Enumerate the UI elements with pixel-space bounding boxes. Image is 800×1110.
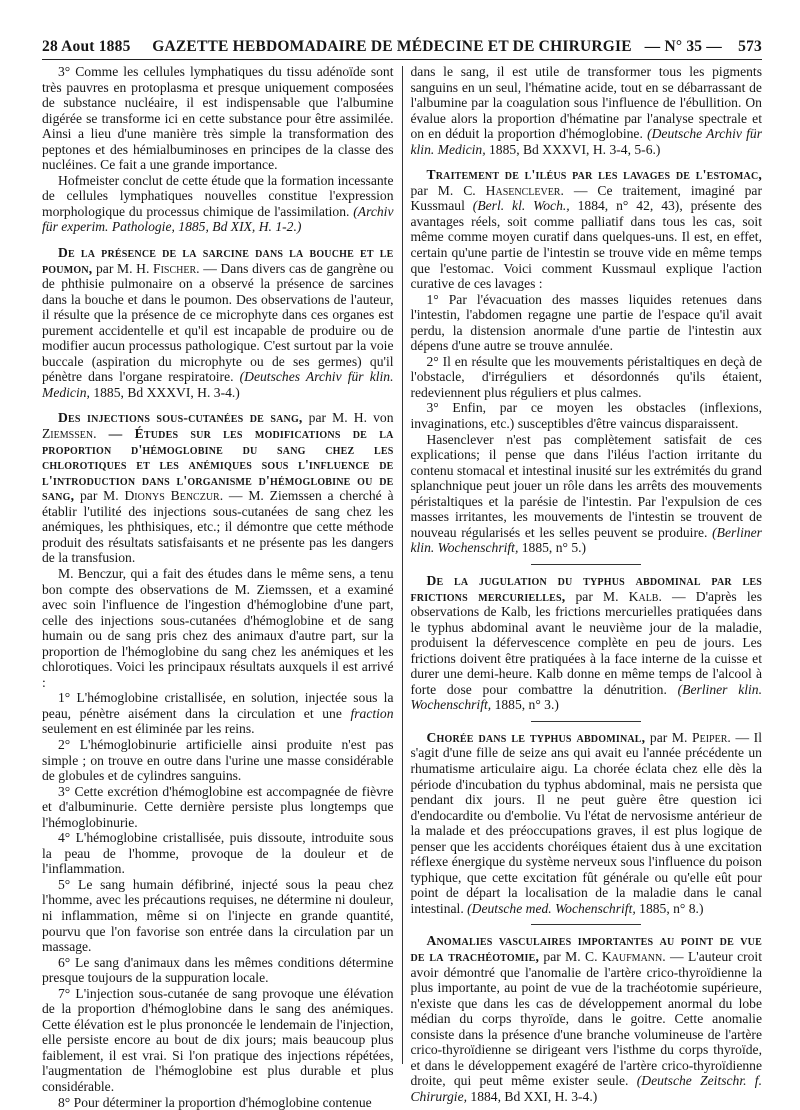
paragraph: dans le sang, il est utile de transformer tous les pigments sanguins en un seul, l'hématine acide, tout en se débarrassant de l'albumine par la coagulation sous l'influence de l'ébullition. On évalue alors la proportion d'hématine par l'analyse spectrale et on en déduit la proportion d'hémoglobine. (Deutsche Archiv für klin. Medicin, 1885, Bd XXXVI, H. 3-4, 5-6.): [410, 64, 762, 157]
citation: (Berl. kl. Woch.,: [472, 198, 570, 214]
citation: (Deutsche Archiv für klin. Medicin,: [410, 126, 762, 157]
citation: (Archiv für experim. Pathologie, 1885, Bd XIX, H. 1-2.): [42, 203, 394, 235]
article-title: Anomalies vasculaires importantes au point de vue de la trachéotomie,: [410, 933, 762, 964]
running-head: [42, 38, 762, 60]
list-item: 1° Par l'évacuation des masses liquides retenues dans l'intestin, l'abdomen regagne une partie de l'espace qu'il avait perdu, la distension anormale d'une partie de l'intestin aux dépens d'une autre se trouve annulée.: [410, 291, 762, 354]
two-column-body: [42, 64, 762, 1110]
section-divider: [531, 924, 641, 925]
citation: (Berliner klin. Wochenschrift,: [410, 681, 762, 713]
author: Ziemssen.: [42, 426, 97, 442]
page-number: 573: [738, 38, 762, 55]
citation: (Berliner klin. Wochenschrift,: [410, 524, 762, 556]
issue-number: — N° 35 —: [644, 38, 722, 55]
article-ileus: Traitement de l'iléus par les lavages de l'estomac, par M. C. Hasenclever. — Ce traitement, imaginé par Kussmaul (Berl. kl. Woch., 1884, n° 42, 43), présente des avantages réels, soit comme palliatif dans tous les cas, soit même comme moyen curatif dans quelques-uns. Il est, en effet, certain qu'une partie de l'intestin se trouve vide en même temps que l'estomac. Voici comment Kussmaul explique l'action curative de ces lavages :: [410, 167, 762, 292]
list-item: 6° Le sang d'animaux dans les mêmes conditions détermine presque toujours de la suppuration locale.: [42, 954, 394, 986]
article-title: De la présence de la sarcine dans la bouche et le poumon,: [42, 245, 394, 276]
list-item: 4° L'hémoglobine cristallisée, puis dissoute, introduite sous la peau de l'homme, provoque de la douleur et de l'inflammation.: [42, 830, 394, 877]
article-anomalies: Anomalies vasculaires importantes au point de vue de la trachéotomie, par M. C. Kaufmann. — L'auteur croit avoir démontré que l'anomalie de l'artère crico-thyroïdienne la plus importante, au point de vue de la trachéotomie supérieure, n'existe que dans les cas de développement anormal du lobe médian du corps thyroïde, dans le goitre. Cette anomalie consiste dans la présence d'une branche volumineuse de l'artère crico-thyroïdienne se dirigeant vers l'isthme du corps thyroïde, et dans le développement exagéré de l'artère crico-thyroïdienne droite, qui peut même exister seule. (Deutsche Zeitschr. f. Chirurgie, 1884, Bd XXI, H. 3-4.): [410, 933, 762, 1104]
citation: (Deutsches Archiv für klin. Medicin,: [42, 369, 394, 400]
left-column: [42, 64, 402, 1110]
list-item: 2° L'hémoglobinurie artificielle ainsi produite n'est pas simple ; on trouve en outre dans l'urine une masse considérable de globules et de cylindres sanguins.: [42, 736, 394, 784]
list-item: 2° Il en résulte que les mouvements péristaltiques en deçà de l'obstacle, d'irréguliers et désordonnés qu'ils étaient, redeviennent plus réguliers et plus calmes.: [410, 353, 762, 400]
article-sarcine: De la présence de la sarcine dans la bouche et le poumon, par M. H. Fischer. — Dans divers cas de gangrène ou de phthisie pulmonaire on a observé la présence de sarcines dans la bouche et dans le poumon. Des observations de l'auteur, il résulte que la présence de ce microphyte dans ces organes est purement accidentelle et qu'il est incapable de produire ou de modifier aucun processus pathologique. C'est surtout par la voie buccale (aspiration du microphyte ou de ses germes) qu'il pénètre dans l'organe respiratoire. (Deutsches Archiv für klin. Medicin, 1885, Bd XXXVI, H. 3-4.): [42, 245, 394, 400]
article-choree: Chorée dans le typhus abdominal, par M. Peiper. — Il s'agit d'une fille de seize ans qui avait eu l'année précédente un rhumatisme articulaire aigu. La chorée éclata chez elle dès la période d'incubation du typhus abdominal, mais ne persista que pendant dix jours. Il ne peut guère être question ici d'endocardite ou d'embolie. Vu l'état de nervosisme antérieur de la malade et des préoccupations graves, il est plus logique de penser que les accidents choréiques étaient dus à une excitation réflexe énergique du système nerveux sous l'influence du poison typhique, que cette excitation fût générale ou qu'elle eût pour point de départ la localisation de la maladie dans le canal intestinal. (Deutsche med. Wochenschrift, 1885, n° 8.): [410, 729, 762, 916]
paragraph: Hofmeister conclut de cette étude que la formation incessante de cellules lymphatiques nouvelles constitue l'expression morphologique du processus chimique de l'assimilation. (Archiv für experim. Pathologie, 1885, Bd XIX, H. 1-2.): [42, 172, 394, 235]
journal-title: GAZETTE HEBDOMADAIRE DE MÉDECINE ET DE CHIRURGIE: [152, 38, 632, 55]
article-title: Des injections sous-cutanées de sang,: [58, 410, 303, 426]
right-column: [402, 64, 762, 1104]
citation: (Deutsche Zeitschr. f. Chirurgie,: [410, 1073, 762, 1104]
article-typhus: De la jugulation du typhus abdominal par les frictions mercurielles, par M. Kalb. — D'après les observations de Kalb, les frictions mercurielles pratiquées dans le typhus abdominal avant le neuvième jour de la maladie, produisent la défervescence complète en peu de jours. Les frictions doivent être pratiquées à la face interne de la cuisse et durer une demi-heure. Kalb donne en même temps de l'alcool à forte dose pour combattre la dénutrition. (Berliner klin. Wochenschrift, 1885, n° 3.): [410, 572, 762, 713]
article-title: De la jugulation du typhus abdominal par les frictions mercurielles,: [410, 572, 762, 604]
list-item: 1° L'hémoglobine cristallisée, en solution, injectée sous la peau, pénètre aisément dans la circulation et une fraction seulement en est éliminée par les reins.: [42, 690, 394, 737]
paragraph: Hasenclever n'est pas complètement satisfait de ces explications; il pense que dans l'iléus l'action irritante du contenu stomacal et intestinal inusité sur les extrémités du grand splanchnique peut jouer un rôle dans les arrêts des mouvements péristaltiques et la parésie de l'intestin. Par l'expulsion de ces masses irritantes, les mouvements de l'intestin se trouvent de nouveau régularisés et les selles peuvent se produire. (Berliner klin. Wochenschrift, 1885, n° 5.): [410, 431, 762, 556]
section-divider: [531, 721, 641, 722]
paragraph: 3° Comme les cellules lymphatiques du tissu adénoïde sont très pauvres en protoplasma et presque uniquement composées de substance nucléaire, il est indispensable que l'albumine digérée se transforme ici en cette substance pour être assimilée. Ainsi a lieu d'une manière très simple la transformation des peptones et des hémialbuminoses en principes de la classe des nucléines. Ce fait a une grande importance.: [42, 64, 394, 173]
author: Kalb.: [628, 588, 662, 604]
article-title: — Études sur les modifications de la proportion d'hémoglobine du sang chez les chlorotiques et les anémiques sous l'influence de l'introduction dans l'organisme d'hémoglobine ou de sang,: [42, 426, 394, 504]
author: Kaufmann.: [601, 948, 666, 964]
article-title: Chorée dans le typhus abdominal,: [426, 729, 646, 745]
list-item: 5° Le sang humain défibriné, injecté sous la peau chez l'homme, avec les précautions requises, ne détermine ni douleur, ni inflammation, même si on l'injecte en grande quantité, pourvu que l'on favorise son entrée dans la circulation par un massage.: [42, 876, 394, 955]
author: Hasenclever.: [485, 182, 564, 198]
author: Fischer.: [153, 260, 200, 276]
list-item: 3° Enfin, par ce moyen les obstacles (inflexions, invaginations, etc.) susceptibles d'être vaincus disparaissent.: [410, 400, 762, 432]
paragraph: M. Benczur, qui a fait des études dans le même sens, a tenu bon compte des observations de M. Ziemssen, et a examiné avec soin l'influence de l'ingestion d'hémoglobine d'une part, celle des injections sous-cutanées d'hémoglobine et de sang humain ou de sang pris chez des animaux d'autre part, sur la proportion de l'hémoglobine du sang chez les anémiques et les chlorotiques. Voici les principaux résultats auxquels il est arrivé :: [42, 565, 394, 690]
author: Dionys Benczur.: [124, 488, 224, 504]
article-title: Traitement de l'iléus par les lavages de l'estomac,: [426, 167, 762, 183]
article-injections: Des injections sous-cutanées de sang, par M. H. von Ziemssen. — Études sur les modifications de la proportion d'hémoglobine du sang chez les chlorotiques et les anémiques sous l'influence de l'introduction dans l'organisme d'hémoglobine ou de sang, par M. Dionys Benczur. — M. Ziemssen a cherché à établir l'utilité des injections sous-cutanées de sang chez les anémiques, les phthisiques, etc.; il démontre que cette méthode produit des résultats satisfaisants et ne présente pas les dangers de la transfusion.: [42, 410, 394, 566]
list-item: 7° L'injection sous-cutanée de sang provoque une élévation de la proportion d'hémoglobine dans le sang des anémiques. Cette élévation est le plus prononcée le lendemain de l'injection, elle persiste encore au bout de dix jours; mais beaucoup plus faiblement, il est vrai. Si l'on pratique des injections répétées, l'augmentation de l'hémoglobine est plus durable et plus considérable.: [42, 985, 394, 1094]
list-item: 3° Cette excrétion d'hémoglobine est accompagnée de fièvre et d'albuminurie. Cette dernière persiste plus longtemps que l'hémoglobinurie.: [42, 783, 394, 830]
issue-date: 28 Aout 1885: [42, 38, 131, 55]
list-item: 8° Pour déterminer la proportion d'hémoglobine contenue: [58, 1094, 372, 1110]
citation: (Deutsche med. Wochenschrift,: [467, 900, 636, 916]
section-divider: [531, 564, 641, 565]
author: Peiper.: [692, 729, 731, 745]
